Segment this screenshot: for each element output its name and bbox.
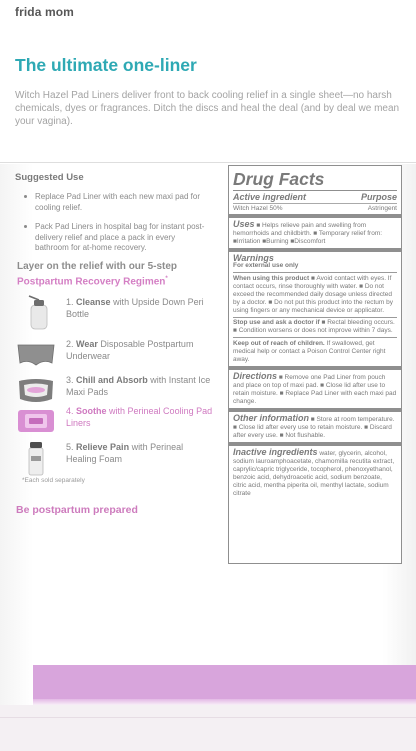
regimen-step-5: [16, 440, 216, 480]
bullet-text: Replace Pad Liner with each new maxi pad for cooling relief.: [35, 192, 200, 212]
directions-section: [233, 370, 397, 408]
uses-heading: Uses: [233, 219, 255, 229]
regimen-step-4: [16, 404, 216, 444]
drug-facts-title: Drug Facts: [233, 169, 397, 191]
active-ingredient-row: [233, 204, 397, 214]
bullet-icon: [24, 195, 27, 198]
underwear-icon: [16, 337, 56, 373]
step-product: with Perineal Healing Foam: [66, 442, 184, 464]
asterisk-mark: *: [165, 276, 168, 282]
stop-use-text: ■ Rectal bleeding occurs. ■ Condition worsens or does not improve within 7 days.: [233, 319, 395, 334]
stop-use-section: [233, 317, 397, 337]
step-text: [66, 442, 216, 465]
suggested-use-section: [15, 172, 210, 263]
step-action: Soothe: [76, 406, 107, 416]
directions-heading: Directions: [233, 370, 278, 381]
uses-section: [233, 218, 397, 248]
regimen-title-line2: [17, 273, 217, 288]
when-using-label: When using this product: [233, 274, 310, 282]
tagline: Be postpartum prepared: [16, 504, 138, 516]
keep-out-section: [233, 338, 397, 366]
warnings-section: [233, 252, 397, 272]
step-product: with Perineal Cooling Pad Liners: [66, 406, 213, 428]
regimen-step-1: [16, 295, 216, 335]
box-base: [0, 705, 416, 751]
step-action: Relieve Pain: [76, 442, 130, 452]
other-info-text: ■ Store at room temperature. ■ Close lid after every use to retain moisture. ■ Discard after every use. ■ Not flushable.: [233, 415, 395, 439]
pink-accent-strip: [33, 665, 416, 699]
peri-bottle-icon: [16, 295, 56, 331]
external-use-text: For external use only: [233, 262, 299, 269]
step-text: [66, 375, 216, 398]
step-action: Cleanse: [76, 297, 111, 307]
step-number: 4.: [66, 406, 74, 416]
active-ingredient-header: [233, 191, 397, 204]
keep-out-label: Keep out of reach of children.: [233, 339, 325, 347]
inactive-ingredients-section: [233, 446, 397, 500]
step-number: 3.: [66, 375, 74, 385]
step-text: [66, 406, 216, 429]
active-ingredient-value: Witch Hazel 50%: [233, 205, 283, 212]
box-edge: [0, 717, 416, 718]
header-band: [0, 0, 416, 164]
drug-facts-panel: [228, 165, 402, 564]
bullet-icon: [24, 225, 27, 228]
pad-liners-pack-icon: [16, 404, 56, 440]
purpose-label: Purpose: [360, 192, 397, 202]
stop-use-label: Stop use and ask a doctor if: [233, 319, 320, 326]
regimen-name: Postpartum Recovery Regimen: [17, 276, 166, 288]
bullet-text: Pack Pad Liners in hospital bag for instant post-delivery relief and place a pack in every bathroom for at-home recovery.: [35, 222, 205, 252]
step-text: [66, 297, 216, 320]
step-number: 1.: [66, 297, 74, 307]
step-number: 2.: [66, 339, 74, 349]
suggested-use-title: Suggested Use: [15, 172, 84, 183]
foam-can-icon: [16, 440, 56, 476]
inactive-ingredients-heading: Inactive ingredients: [233, 446, 318, 457]
step-product: Disposable Postpartum Underwear: [66, 339, 194, 361]
step-action: Wear: [76, 339, 98, 349]
warnings-heading: Warnings: [233, 253, 274, 263]
regimen-title-line1: Layer on the relief with our 5-step: [17, 261, 178, 272]
step-action: Chill and Absorb: [76, 375, 148, 385]
when-using-section: [233, 273, 397, 317]
uses-text: ■ Helps relieve pain and swelling from hemorrhoids and childbirth. ■ Temporary relief from: ■Irritation ■Burning ■Discomfort: [233, 222, 383, 245]
other-info-section: [233, 412, 397, 442]
regimen-title: [17, 260, 217, 288]
step-product: with Upside Down Peri Bottle: [66, 297, 204, 319]
brand-logo: frida mom: [15, 5, 74, 19]
list-item: [15, 222, 210, 254]
divider: [0, 162, 416, 163]
other-info-heading: Other information: [233, 412, 309, 423]
list-item: [15, 192, 210, 213]
intro-paragraph: Witch Hazel Pad Liners deliver front to back cooling relief in a single sheet—no harsh chemicals, dyes or fragrances. Ditch the discs and heal the deal (and by deal we mean your vagina).: [15, 90, 400, 128]
step-number: 5.: [66, 442, 74, 452]
regimen-step-2: [16, 337, 216, 377]
step-product: with Instant Ice Maxi Pads: [66, 375, 211, 397]
step-text: [66, 339, 216, 362]
headline: The ultimate one-liner: [15, 55, 197, 75]
directions-text: ■ Remove one Pad Liner from pouch and place on top of maxi pad. ■ Close lid after use to retain moisture. ■ Replace Pad Liner with each maxi pad change.: [233, 373, 397, 405]
keep-out-text: If swallowed, get medical help or contact a Poison Control Center right away.: [233, 339, 386, 363]
purpose-value: Astringent: [367, 205, 397, 212]
inactive-ingredients-text: water, glycerin, alcohol, sodium lauroamphoacetate, chamomilla recutita extract, caprylic/capric triglyceride, tocopherol, phenoxyethanol, benzoic acid, dehydroacetic acid, sodium benzoate, citric acid, mentha piperita oil, menthyl lactate, sodium citrate: [233, 449, 395, 497]
active-ingredient-label: Active ingredient: [233, 192, 307, 202]
footnote: *Each sold separately: [22, 477, 85, 484]
when-using-text: ■ Avoid contact with eyes. If contact occurs, rinse thoroughly with water. ■ Do not exceed the recommended daily dosage unless directed by a doctor. ■ Do not put this product into the rectum by using fingers or any mechanical device or applicator.: [233, 274, 394, 314]
